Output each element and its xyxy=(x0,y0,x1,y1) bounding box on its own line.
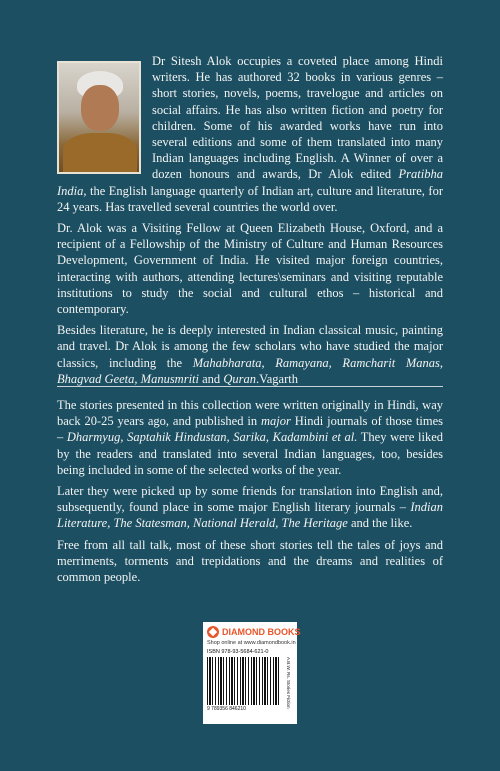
diamond-logo-icon xyxy=(207,626,219,638)
publisher-logo xyxy=(207,626,301,638)
blurb-paragraph: Later they were picked up by some friends for translation into English and, subsequently, found place in some major English literary journals – Indian Literature, The Statesman, National Herald, The Heritage and the like. xyxy=(57,484,443,531)
bio-paragraph: Dr Sitesh Alok occupies a coveted place among Hindi writers. He has authored 32 books in various genres – short stories, novels, poems, travelogue and articles on social affairs. He has also written fiction and poetry for children. Some of his awarded works have run into several editions and some of them translated into many Indian languages including English. A Winner of over a dozen honours and awards, Dr Alok edited Pratibha India, the English language quarterly of Indian art, culture and literature, for 24 years. Has travelled several countries the world over. xyxy=(57,54,443,214)
author-bio xyxy=(57,53,443,392)
publisher-website: Shop online at www.diamondbook.in xyxy=(207,640,296,646)
barcode-side-text: A.B.W. Rs. Stories Fiction xyxy=(286,657,291,709)
publisher-badge xyxy=(203,622,301,724)
barcode-digits: 9 789356 846210 xyxy=(207,706,246,712)
bio-paragraph: Dr. Alok was a Visiting Fellow at Queen Elizabeth House, Oxford, and a recipient of a Fellowship of the Ministry of Culture and Human Resources Development, Government of India. He visited major foreign countries, interacting with authors, attending lectures\seminars and visiting reputable institutions to study the social and cultural ethos – historical and contemporary. xyxy=(57,221,443,317)
barcode-area xyxy=(207,649,293,715)
publisher-name: DIAMOND BOOKS xyxy=(222,627,301,637)
stories-blurb xyxy=(57,397,443,590)
barcode xyxy=(207,657,281,705)
bio-paragraph: Besides literature, he is deeply interested in Indian classical music, painting and travel. Dr Alok is among the few scholars who have studied the major classics, including the Mahabharata, Ramayana, Ramcharit Manas, Bhagvad Geeta, Manusmriti and Quran.Vagarth xyxy=(57,323,443,386)
blurb-paragraph: The stories presented in this collection were written originally in Hindi, way back 20-25 years ago, and published in major Hindi journals of those times – Dharmyug, Saptahik Hindustan, Sarika, Kadambini et al. They were liked by the readers and translated into several Indian languages, too, besides being included in some of the selected works of the year. xyxy=(57,398,444,477)
section-divider xyxy=(57,386,443,387)
blurb-paragraph: Free from all tall talk, most of these short stories tell the tales of joys and merriments, torments and trepidations and the dreams and realities of common people. xyxy=(57,537,443,585)
isbn-text: ISBN 978-93-5684-621-0 xyxy=(207,649,269,655)
